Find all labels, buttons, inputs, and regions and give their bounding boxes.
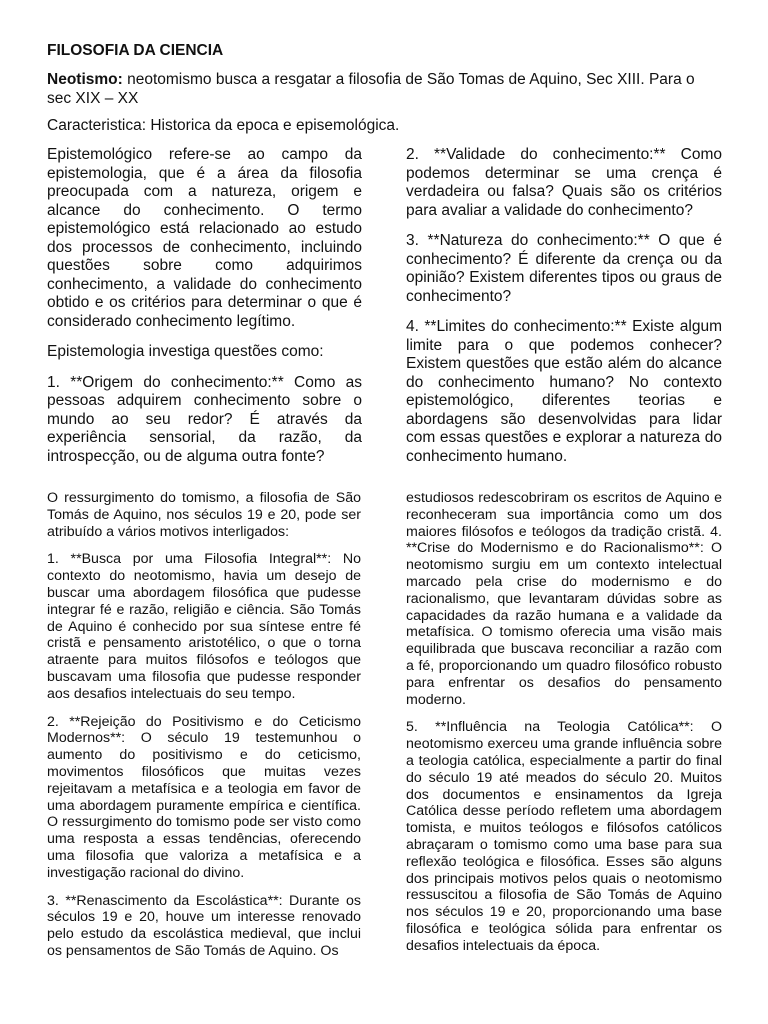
intro-paragraph xyxy=(47,70,723,108)
paragraph: O ressurgimento do tomismo, a filosofia de São Tomás de Aquino, nos séculos 19 e 20, pode ser atribuído a vários motivos interligados: xyxy=(47,490,361,540)
column-bottom-right xyxy=(406,490,722,966)
paragraph: 3. **Renascimento da Escolástica**: Durante os séculos 19 e 20, houve um interesse renovado pelo estudo da escolástica medieval, que inclui os pensamentos de São Tomás de Aquino. Os xyxy=(47,892,361,959)
intro-text: neotomismo busca a resgatar a filosofia de São Tomas de Aquino, Sec XIII. Para o sec XIX – XX xyxy=(47,71,695,107)
paragraph: 1. **Origem do conhecimento:** Como as pessoas adquirem conhecimento sobre o mundo ao seu redor? É através da experiência sensorial, da razão, da introspecção, ou de alguma outra fonte? xyxy=(47,373,362,465)
paragraph: Epistemológico refere-se ao campo da epistemologia, que é a área da filosofia preocupada com a natureza, origem e alcance do conhecimento. O termo epistemológico está relacionado ao estudo dos processos de conhecimento, incluindo questões sobre como adquirimos conhecimento, a validade do conhecimento obtido e os critérios para determinar o que é considerado conhecimento legítimo. xyxy=(47,146,362,330)
paragraph: 4. **Limites do conhecimento:** Existe algum limite para o que podemos conhecer? Existem questões que estão além do alcance do conhecimento humano? No contexto epistemológico, diferentes teorias e abordagens são desenvolvidas para lidar com essas questões e explorar a natureza do conhecimento humano. xyxy=(406,318,722,465)
paragraph: 3. **Natureza do conhecimento:** O que é conhecimento? É diferente da crença ou da opinião? Existem diferentes tipos ou graus de conhecimento? xyxy=(406,232,722,305)
paragraph: estudiosos redescobriram os escritos de Aquino e reconheceram sua importância como um dos maiores filósofos e teólogos da tradição cristã. 4. **Crise do Modernismo e do Racionalismo**: O neotomismo surgiu em um contexto intelectual marcado pela crise do modernismo e do racionalismo, que levantaram dúvidas sobre as capacidades da razão humana e a validade da metafísica. O tomismo oferecia uma visão mais equilibrada que buscava reconciliar a razão com a fé, proporcionando um quadro filosófico robusto para enfrentar os desafios do pensamento moderno. xyxy=(406,490,722,708)
column-top-right xyxy=(406,146,722,478)
document-title: FILOSOFIA DA CIENCIA xyxy=(47,42,224,59)
paragraph: 2. **Validade do conhecimento:** Como podemos determinar se uma crença é verdadeira ou falsa? Quais são os critérios para avaliar a validade do conhecimento? xyxy=(406,146,722,219)
intro-label: Neotismo: xyxy=(47,71,123,88)
paragraph: 1. **Busca por uma Filosofia Integral**: No contexto do neotomismo, havia um desejo de buscar uma abordagem filosófica que pudesse integrar fé e razão, religião e ciência. São Tomás de Aquino é conhecido por sua síntese entre fé cristã e pensamento aristotélico, o que o torna atraente para muitos filósofos e teólogos que buscavam uma filosofia que pudesse responder aos desafios intelectuais do seu tempo. xyxy=(47,551,361,702)
paragraph: Epistemologia investiga questões como: xyxy=(47,343,324,360)
column-bottom-left xyxy=(47,490,361,971)
paragraph: 5. **Influência na Teologia Católica**: O neotomismo exerceu uma grande influência sobre a teologia católica, especialmente a partir do final do século 19 até meados do século 20. Muitos dos documentos e ensinamentos da Igreja Católica desse período refletem uma abordagem tomista, e muitos teólogos e filósofos católicos abraçaram o tomismo como uma base para sua reflexão teológica e filosófica. Esses são alguns dos principais motivos pelos quais o neotomismo ressuscitou a filosofia de São Tomás de Aquino nos séculos 19 e 20, proporcionando uma base filosófica e teológica sólida para enfrentar os desafios intelectuais da época. xyxy=(406,719,722,954)
characteristic-line: Caracteristica: Historica da epoca e episemológica. xyxy=(47,117,400,134)
paragraph: 2. **Rejeição do Positivismo e do Ceticismo Modernos**: O século 19 testemunhou o aumento do positivismo e do ceticismo, movimentos filosóficos que muitas vezes rejeitavam a metafísica e a teologia em favor de uma abordagem puramente empírica e científica. O ressurgimento do tomismo pode ser visto como uma resposta a essas tendências, oferecendo uma filosofia que valoriza a metafísica e a investigação racional do divino. xyxy=(47,713,361,881)
column-top-left xyxy=(47,146,362,478)
